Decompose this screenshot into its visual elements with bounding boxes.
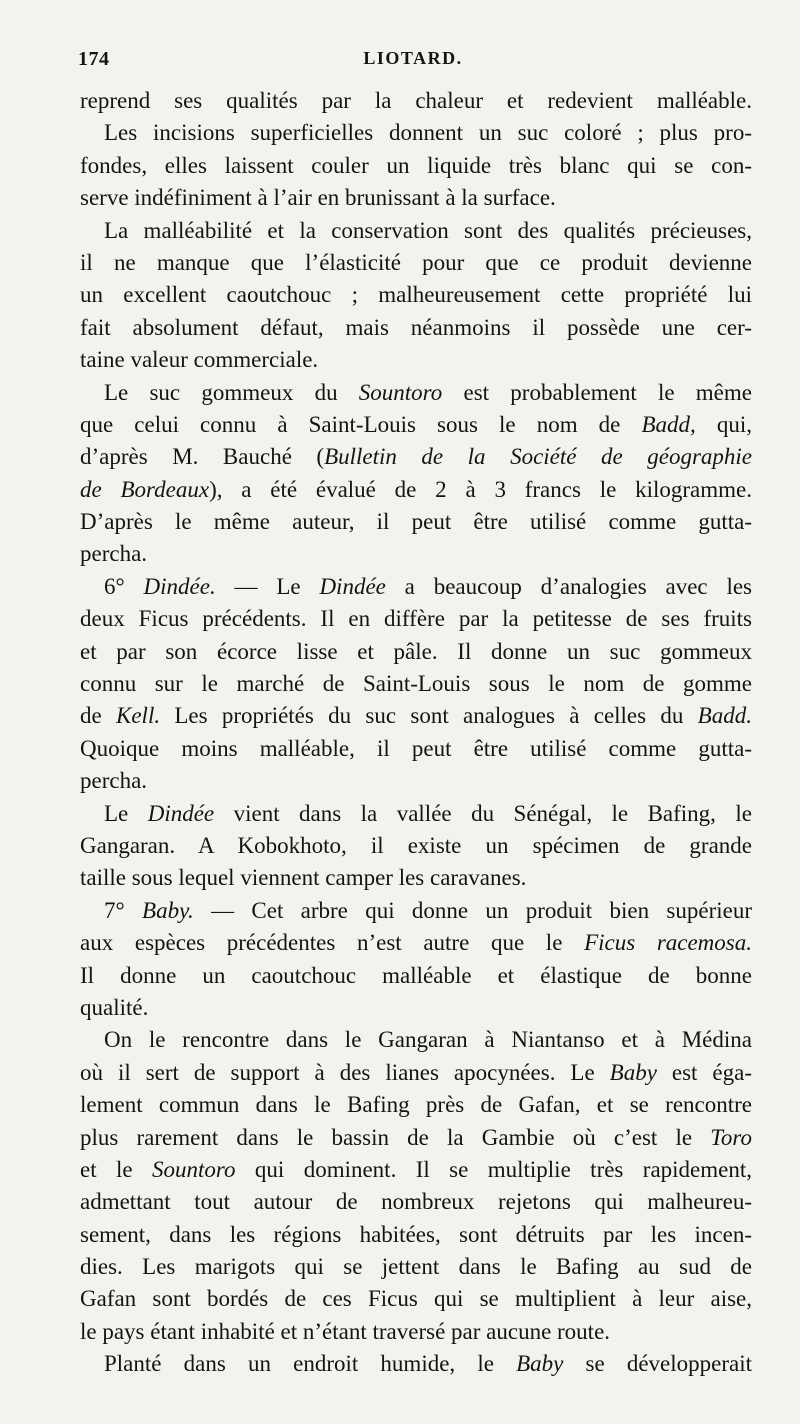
text-line: dies. Les marigots qui se jettent dans le Bafing au sud de bbox=[80, 1254, 752, 1280]
text-line: Le Dindée vient dans la vallée du Sénégal, le Bafing, le bbox=[104, 800, 752, 826]
text-line: que celui connu à Saint-Louis sous le nom de Badd, qui, bbox=[80, 411, 752, 437]
page-number: 174 bbox=[78, 48, 110, 70]
text-line: Gafan sont bordés de ces Ficus qui se multiplient à leur aise, bbox=[80, 1286, 752, 1312]
text-line: percha. bbox=[80, 768, 148, 794]
text-line: deux Ficus précédents. Il en diffère par la petitesse de ses fruits bbox=[80, 606, 752, 632]
text-line: Il donne un caoutchouc malléable et élastique de bonne bbox=[80, 962, 752, 988]
text-line: La malléabilité et la conservation sont des qualités précieuses, bbox=[104, 217, 752, 243]
text-line: et le Sountoro qui dominent. Il se multiplie très rapidement, bbox=[80, 1156, 752, 1182]
text-line: et par son écorce lisse et pâle. Il donne un suc gommeux bbox=[80, 638, 752, 664]
running-title: LIOTARD. bbox=[363, 48, 463, 68]
text-line: Planté dans un endroit humide, le Baby se développerait bbox=[104, 1351, 752, 1377]
text-line: sement, dans les régions habitées, sont détruits par les incen- bbox=[80, 1221, 752, 1247]
text-line: de Bordeaux), a été évalué de 2 à 3 francs le kilogramme. bbox=[80, 476, 752, 502]
text-line: il ne manque que l’élasticité pour que ce produit devienne bbox=[80, 249, 752, 275]
text-line: Les incisions superficielles donnent un suc coloré ; plus pro- bbox=[104, 120, 752, 146]
text-line: taine valeur commerciale. bbox=[80, 347, 319, 373]
text-line: plus rarement dans le bassin de la Gambie où c’est le Toro bbox=[80, 1124, 752, 1150]
text-line: un excellent caoutchouc ; malheureusement cette propriété lui bbox=[80, 282, 752, 308]
text-line: aux espèces précédentes n’est autre que le Ficus racemosa. bbox=[80, 930, 752, 956]
text-line: qualité. bbox=[80, 994, 149, 1020]
text-line: reprend ses qualités par la chaleur et redevient malléable. bbox=[80, 88, 752, 113]
text-line: de Kell. Les propriétés du suc sont analogues à celles du Badd. bbox=[80, 703, 752, 729]
text-line: Le suc gommeux du Sountoro est probablement le même bbox=[104, 379, 752, 405]
text-line: serve indéfiniment à l’air en brunissant à la surface. bbox=[80, 185, 556, 211]
text-line: admettant tout autour de nombreux rejetons qui malheureu- bbox=[80, 1189, 752, 1215]
text-line: taille sous lequel viennent camper les caravanes. bbox=[80, 865, 527, 891]
text-line: On le rencontre dans le Gangaran à Niantanso et à Médina bbox=[104, 1027, 752, 1053]
text-line: le pays étant inhabité et n’étant traversé par aucune route. bbox=[80, 1318, 611, 1344]
text-line: lement commun dans le Bafing près de Gafan, et se rencontre bbox=[80, 1092, 752, 1118]
text-line: D’après le même auteur, il peut être utilisé comme gutta- bbox=[80, 509, 752, 535]
text-line: 6° Dindée. — Le Dindée a beaucoup d’analogies avec les bbox=[104, 573, 752, 599]
text-line: connu sur le marché de Saint-Louis sous le nom de gomme bbox=[80, 671, 752, 697]
running-head bbox=[78, 48, 748, 74]
text-line: Gangaran. A Kobokhoto, il existe un spécimen de grande bbox=[80, 832, 752, 858]
text-line: d’après M. Bauché (Bulletin de la Société de géographie bbox=[80, 444, 752, 470]
text-line: 7° Baby. — Cet arbre qui donne un produit bien supérieur bbox=[104, 897, 752, 923]
text-line: fait absolument défaut, mais néanmoins il possède une cer- bbox=[80, 314, 752, 340]
text-line: percha. bbox=[80, 541, 148, 567]
body-text bbox=[80, 85, 752, 1381]
text-line: Quoique moins malléable, il peut être utilisé comme gutta- bbox=[80, 735, 752, 761]
text-line: fondes, elles laissent couler un liquide très blanc qui se con- bbox=[80, 152, 752, 178]
text-line: où il sert de support à des lianes apocynées. Le Baby est éga- bbox=[80, 1059, 752, 1085]
